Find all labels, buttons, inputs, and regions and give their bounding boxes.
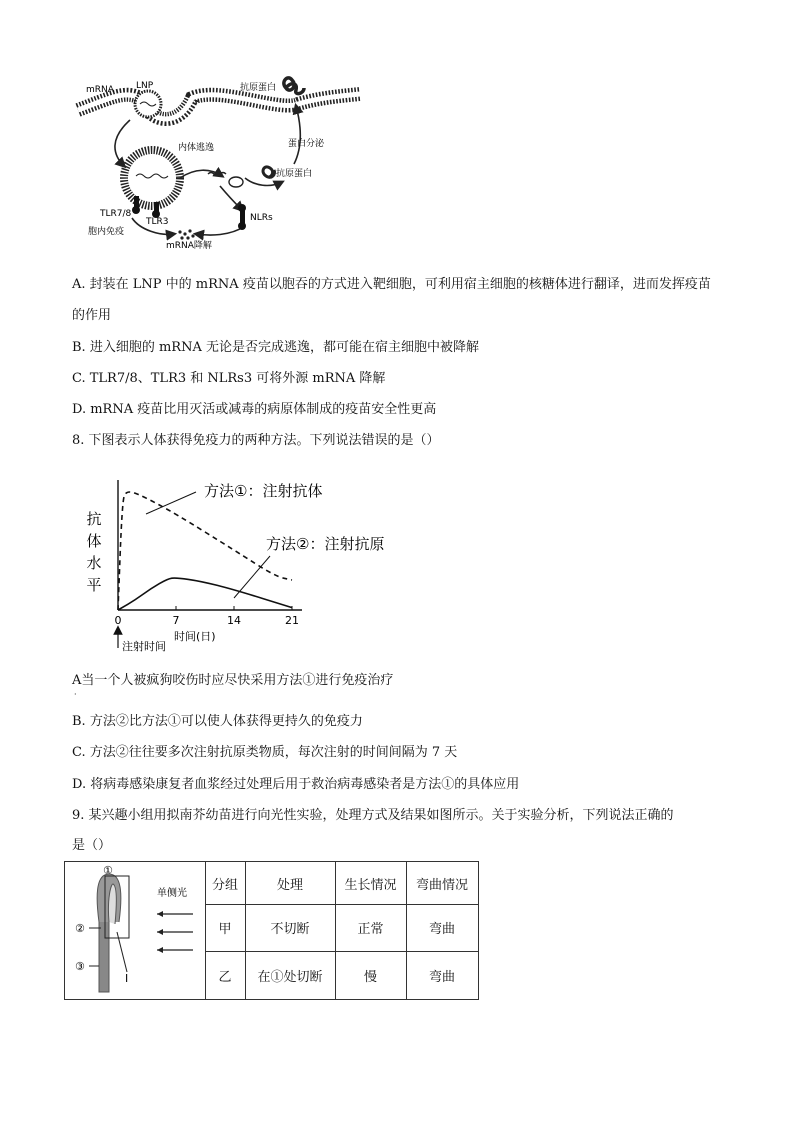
q8-option-b: B. 方法②比方法①可以使人体获得更持久的免疫力 bbox=[72, 714, 363, 729]
ribosome bbox=[229, 177, 243, 187]
q7-option-d: D. mRNA 疫苗比用灭活或减毒的病原体制成的疫苗安全性更高 bbox=[72, 402, 437, 417]
label-tlr78: TLR7/8 bbox=[100, 209, 132, 219]
q9-stem-line1: 9. 某兴趣小组用拟南芥幼苗进行向光性实验，处理方式及结果如图所示。关于实验分析，下列说法正确的 bbox=[72, 808, 674, 823]
series-label-method2: 方法②：注射抗原 bbox=[266, 535, 385, 553]
label-mrna: mRNA bbox=[86, 85, 114, 95]
label-tlr3: TLR3 bbox=[146, 217, 169, 227]
q8-option-a: A当一个人被疯狗咬伤时应尽快采用方法①进行免疫治疗 bbox=[72, 673, 394, 688]
q7-option-a-line1: A. 封装在 LNP 中的 mRNA 疫苗以胞吞的方式进入靶细胞，可利用宿主细胞的核糖体进行翻译，进而发挥疫苗 bbox=[72, 277, 711, 292]
endosome bbox=[124, 150, 180, 206]
y-axis-label-text: 抗体水平 bbox=[86, 510, 102, 594]
table-cell: 弯曲 bbox=[428, 969, 455, 985]
antibody-level-chart bbox=[74, 472, 385, 662]
series-method2-line bbox=[118, 578, 292, 610]
table-cell: 甲 bbox=[218, 922, 232, 937]
label-lnp: LNP bbox=[136, 81, 154, 91]
seedling-stem bbox=[99, 912, 109, 992]
x-tick-label: 14 bbox=[227, 614, 241, 627]
table-cell: 乙 bbox=[218, 969, 232, 985]
q8-option-c: C. 方法②往往要多次注射抗原类物质，每次注射的时间间隔为 7 天 bbox=[72, 745, 458, 760]
label-antigen-mid: 抗原蛋白 bbox=[276, 169, 313, 179]
series-label-method1: 方法①：注射抗体 bbox=[204, 482, 323, 500]
label-intracellular-immunity: 胞内免疫 bbox=[88, 227, 125, 237]
table-cell: 在①处切断 bbox=[257, 969, 323, 985]
table-cell: 不切断 bbox=[270, 922, 310, 937]
q9-figure-table bbox=[64, 861, 479, 1000]
q9-stem-line2: 是（） bbox=[72, 838, 112, 853]
label-circle-1: ① bbox=[103, 864, 113, 877]
q8-option-d: D. 将病毒感染康复者血浆经过处理后用于救治病毒感染者是方法①的具体应用 bbox=[72, 777, 520, 792]
y-axis-label bbox=[86, 510, 101, 594]
x-tick-label: 0 bbox=[114, 614, 122, 627]
label-roman-i: I bbox=[125, 972, 129, 985]
header-group: 分组 bbox=[211, 877, 238, 893]
table-cell: 弯曲 bbox=[428, 922, 455, 937]
table-cell: 慢 bbox=[363, 969, 377, 985]
q7-option-a-line2: 的作用 bbox=[72, 308, 112, 323]
seedling-figure bbox=[65, 862, 205, 999]
label-endosome-escape: 内体逃逸 bbox=[178, 143, 215, 153]
label-secretion: 蛋白分泌 bbox=[288, 139, 325, 149]
header-bending: 弯曲情况 bbox=[415, 877, 468, 893]
header-growth: 生长情况 bbox=[344, 877, 397, 893]
x-tick-label: 7 bbox=[172, 614, 180, 627]
label-mrna-degrade: mRNA降解 bbox=[166, 241, 212, 251]
x-axis-label: 时间(日) bbox=[174, 630, 216, 643]
x-tick-label: 21 bbox=[285, 614, 299, 627]
injection-time-label: 注射时间 bbox=[122, 640, 166, 653]
mrna-vaccine-diagram bbox=[70, 68, 370, 251]
label-circle-2: ② bbox=[75, 922, 85, 935]
antigen-protein-top bbox=[284, 78, 304, 94]
q7-option-b: B. 进入细胞的 mRNA 无论是否完成逃逸，都可能在宿主细胞中被降解 bbox=[72, 340, 479, 355]
q8-stem: 8. 下图表示人体获得免疫力的两种方法。下列说法错误的是（） bbox=[72, 433, 440, 448]
q7-option-c: C. TLR7/8、TLR3 和 NLRs3 可将外源 mRNA 降解 bbox=[72, 371, 386, 386]
label-nlrs: NLRs bbox=[250, 213, 273, 223]
label-unilateral-light: 单侧光 bbox=[157, 888, 187, 899]
stray-mark: · bbox=[74, 690, 77, 699]
header-treatment: 处理 bbox=[276, 877, 303, 893]
degraded-mrna bbox=[178, 229, 194, 239]
label-circle-3: ③ bbox=[75, 960, 85, 973]
label-antigen-top: 抗原蛋白 bbox=[240, 83, 277, 93]
antigen-protein-mid bbox=[263, 167, 274, 177]
table-cell: 正常 bbox=[357, 922, 384, 937]
leader-method1 bbox=[146, 492, 196, 514]
